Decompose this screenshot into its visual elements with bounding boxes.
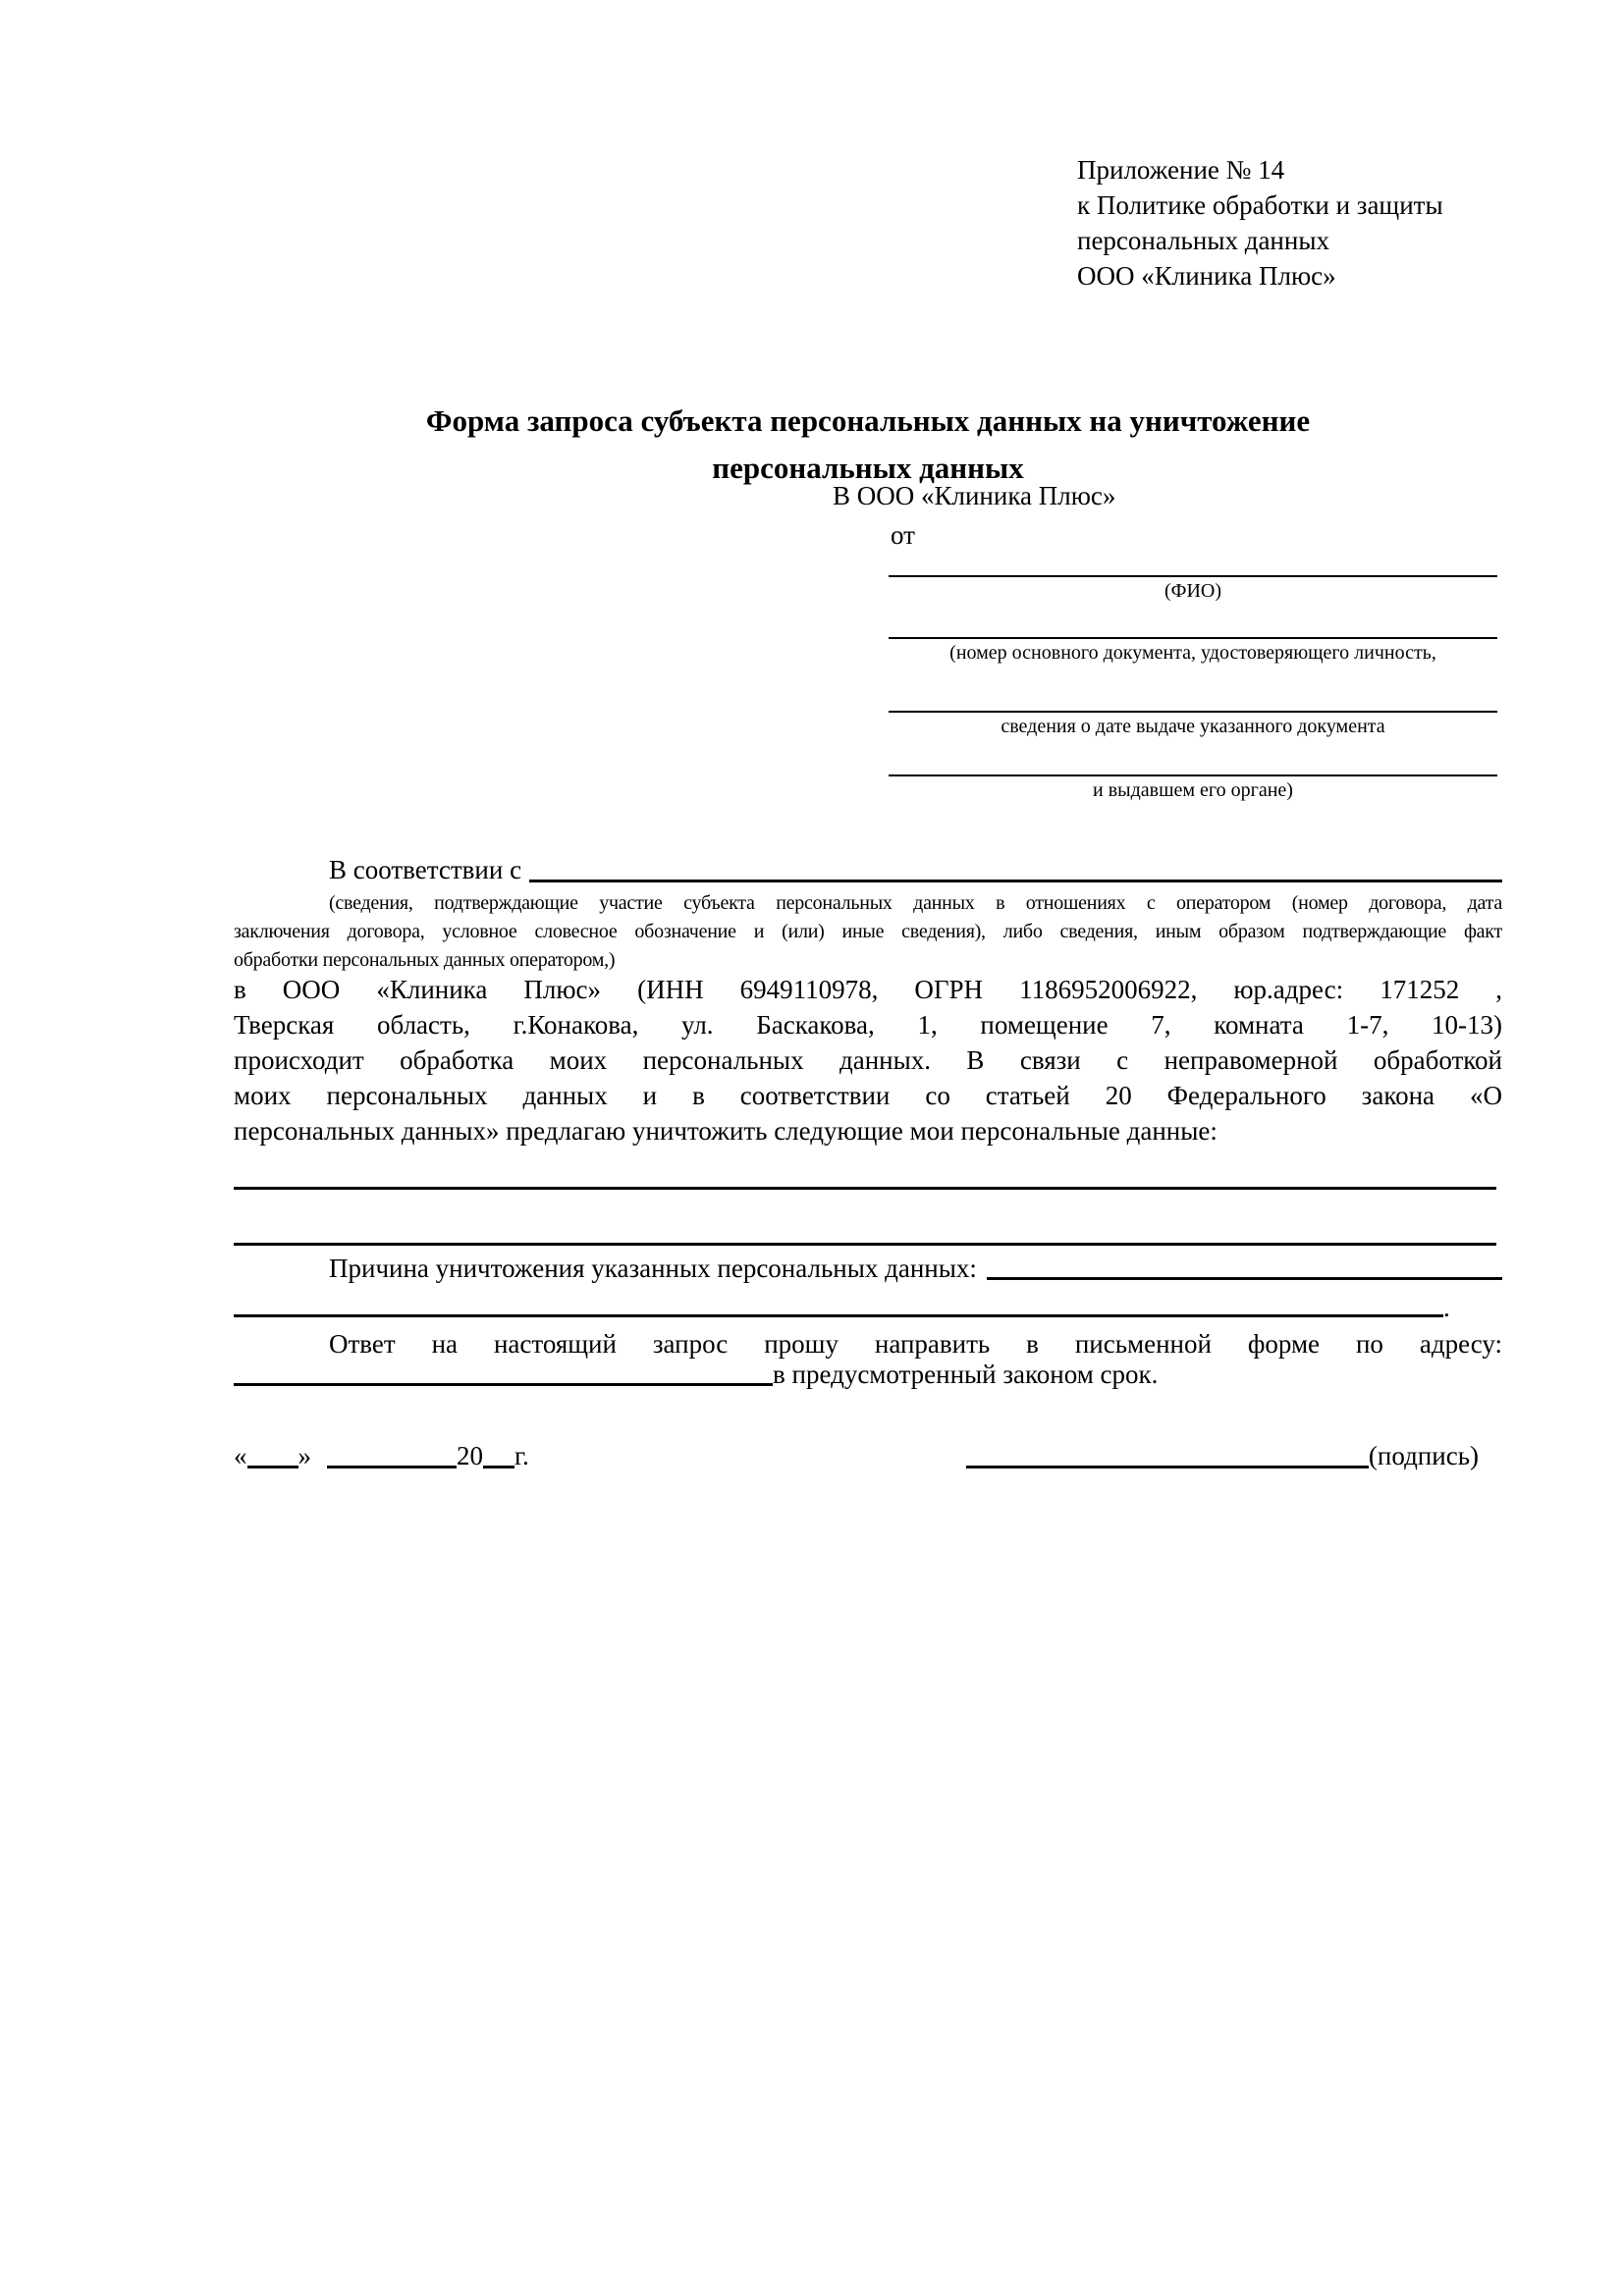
appendix-line: персональных данных (1077, 226, 1329, 255)
appendix-line: ООО «Клиника Плюс» (1077, 261, 1336, 291)
date-day-blank-line (247, 1466, 298, 1468)
document-title-line: Форма запроса субъекта персональных данных на уничтожение (425, 403, 1311, 438)
body-paragraph-line: происходит обработка моих персональных данных. В связи с неправомерной обработкой (234, 1045, 1502, 1075)
reason-continuation-row (234, 1294, 1502, 1321)
issue-date-field (889, 711, 1497, 738)
body-paragraph-line: Тверская область, г.Конакова, ул. Баскакова, 1, помещение 7, комната 1-7, 10-13) (234, 1010, 1502, 1040)
sentence-period: . (1443, 1293, 1450, 1322)
addressee-line: В ООО «Клиника Плюс» (833, 481, 1116, 510)
from-label: от (891, 520, 915, 550)
issue-date-caption: сведения о дате выдаче указанного документа (1001, 716, 1385, 737)
date-month-blank-line (327, 1466, 457, 1468)
signature-blank-line (966, 1466, 1369, 1468)
fine-print (234, 889, 1502, 975)
answer-sentence: Ответ на настоящий запрос прошу направить в письменной форме по адресу: (329, 1329, 1502, 1359)
reason-continuation-blank-line (234, 1314, 1443, 1317)
id-document-field (889, 637, 1497, 665)
reason-row (234, 1253, 1502, 1284)
id-document-caption: (номер основного документа, удостоверяющего личность, (949, 642, 1436, 664)
document-title-line: персональных данных (712, 451, 1024, 485)
fine-print-line: заключения договора, условное словесное обозначение и (или) иные сведения), либо сведения, иным образом подтверждающие факт (234, 921, 1502, 942)
signature-caption: (подпись) (1368, 1441, 1479, 1470)
date-era-label: г. (514, 1441, 529, 1470)
body-paragraph-line: в ООО «Клиника Плюс» (ИНН 6949110978, ОГРН 1186952006922, юр.адрес: 171252 , (234, 975, 1502, 1004)
accordance-row (234, 853, 1502, 886)
accordance-blank-line (529, 880, 1502, 882)
issuer-field (889, 774, 1497, 802)
date-group (234, 1439, 529, 1472)
reason-label: Причина уничтожения указанных персональных данных: (329, 1254, 977, 1283)
date-year-prefix: 20 (457, 1441, 483, 1470)
date-close-quote: » (298, 1441, 311, 1470)
reason-blank-line (987, 1277, 1502, 1280)
fine-print-line: обработки персональных данных оператором,) (234, 949, 616, 971)
body-paragraph-line: моих персональных данных и в соответствии со статьей 20 Федерального закона «О (234, 1081, 1502, 1110)
appendix-line: к Политике обработки и защиты (1077, 190, 1443, 220)
address-row (234, 1359, 1502, 1390)
issuer-caption: и выдавшем его органе) (1093, 779, 1293, 801)
document-title (234, 398, 1502, 492)
address-blank-line (234, 1383, 773, 1386)
fio-caption: (ФИО) (1164, 580, 1221, 602)
body-paragraph-line: персональных данных» предлагаю уничтожить следующие мои персональные данные: (234, 1116, 1218, 1146)
appendix-note (1077, 152, 1548, 294)
data-blank-line-1 (234, 1187, 1496, 1190)
date-year-blank-line (483, 1466, 514, 1468)
accordance-label: В соответствии с (329, 855, 522, 884)
date-signature-row (234, 1439, 1502, 1472)
answer-tail: в предусмотренный законом срок. (773, 1360, 1159, 1389)
body-paragraph (234, 972, 1502, 1148)
fine-print-line: (сведения, подтверждающие участие субъекта персональных данных в отношениях с оператором (номер договора, дата (329, 892, 1502, 914)
appendix-line: Приложение № 14 (1077, 155, 1285, 185)
fio-field (889, 575, 1497, 603)
signature-group (966, 1439, 1479, 1472)
date-open-quote: « (234, 1441, 247, 1470)
data-blank-line-2 (234, 1243, 1496, 1246)
